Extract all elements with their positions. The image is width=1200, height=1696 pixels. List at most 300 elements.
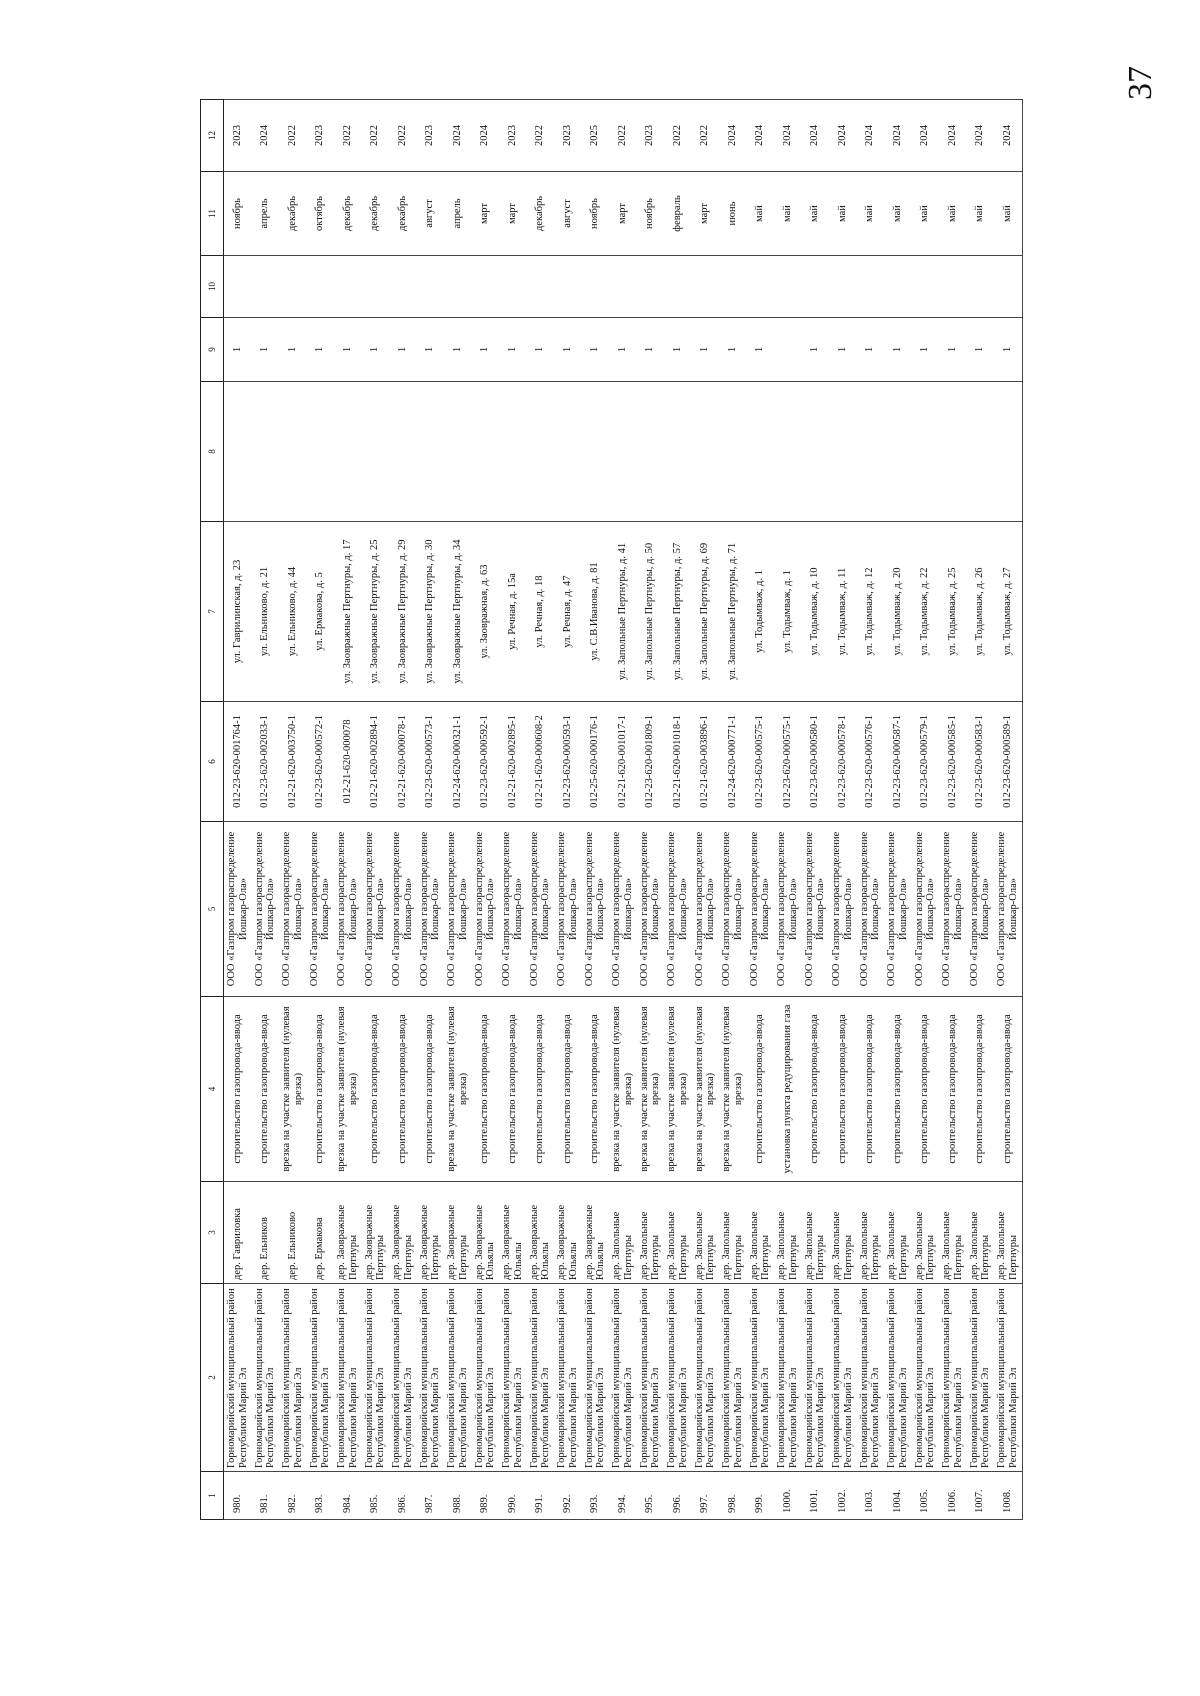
company-cell: ООО «Газпром газораспределение Йошкар-Ола» <box>637 822 665 997</box>
count-cell: 1 <box>252 318 280 382</box>
company-cell: ООО «Газпром газораспределение Йошкар-Ола» <box>389 822 417 997</box>
table-row <box>857 100 885 1520</box>
year-cell: 2024 <box>967 100 995 172</box>
year-cell: 2024 <box>884 100 912 172</box>
col8-cell <box>664 382 692 522</box>
row-number: 989. <box>472 1472 500 1520</box>
col10-cell <box>499 256 527 318</box>
row-number: 1001. <box>802 1472 830 1520</box>
col10-cell <box>774 256 802 318</box>
code-cell: 012-21-620-002894-1 <box>362 702 390 822</box>
col10-cell <box>857 256 885 318</box>
col10-cell <box>307 256 335 318</box>
village-cell: дер. Запольные Пертнуры <box>692 1182 720 1284</box>
work-type-cell: строительство газопровода-ввода <box>224 997 252 1182</box>
table-row <box>994 100 1022 1520</box>
code-cell: 012-21-620-000608-2 <box>527 702 555 822</box>
table-row <box>417 100 445 1520</box>
code-cell: 012-21-620-001018-1 <box>664 702 692 822</box>
work-type-cell: строительство газопровода-ввода <box>747 997 775 1182</box>
village-cell: дер. Запольные Пертнуры <box>884 1182 912 1284</box>
code-cell: 012-21-620-001017-1 <box>609 702 637 822</box>
work-type-cell: строительство газопровода-ввода <box>472 997 500 1182</box>
col8-cell <box>554 382 582 522</box>
company-cell: ООО «Газпром газораспределение Йошкар-Ола» <box>334 822 362 997</box>
row-number: 986. <box>389 1472 417 1520</box>
work-type-cell: строительство газопровода-ввода <box>582 997 610 1182</box>
district-cell: Горномарийский муниципальный район Республики Марий Эл <box>884 1284 912 1472</box>
year-cell: 2022 <box>609 100 637 172</box>
col10-cell <box>527 256 555 318</box>
col8-cell <box>939 382 967 522</box>
village-cell: дер. Запольные Пертнуры <box>829 1182 857 1284</box>
year-cell: 2024 <box>802 100 830 172</box>
address-cell: ул. Тодымваж, д. 20 <box>884 522 912 702</box>
code-cell: 012-21-620-002895-1 <box>499 702 527 822</box>
village-cell: дер. Запольные Пертнуры <box>994 1182 1022 1284</box>
district-cell: Горномарийский муниципальный район Республики Марий Эл <box>307 1284 335 1472</box>
year-cell: 2025 <box>582 100 610 172</box>
row-number: 1003. <box>857 1472 885 1520</box>
col10-cell <box>417 256 445 318</box>
code-cell: 012-23-620-001764-1 <box>224 702 252 822</box>
row-number: 994. <box>609 1472 637 1520</box>
column-header-3: 3 <box>201 1182 224 1284</box>
district-cell: Горномарийский муниципальный район Республики Марий Эл <box>609 1284 637 1472</box>
count-cell: 1 <box>307 318 335 382</box>
table-row <box>334 100 362 1520</box>
col10-cell <box>967 256 995 318</box>
col10-cell <box>912 256 940 318</box>
row-number: 993. <box>582 1472 610 1520</box>
row-number: 997. <box>692 1472 720 1520</box>
count-cell: 1 <box>279 318 307 382</box>
address-cell: ул. Тодымваж, д. 26 <box>967 522 995 702</box>
row-number: 984. <box>334 1472 362 1520</box>
row-number: 1007. <box>967 1472 995 1520</box>
table-row <box>802 100 830 1520</box>
village-cell: дер. Заовражные Пертнуры <box>389 1182 417 1284</box>
count-cell <box>774 318 802 382</box>
work-type-cell: строительство газопровода-ввода <box>252 997 280 1182</box>
address-cell: ул. Тодымваж, д. 1 <box>774 522 802 702</box>
year-cell: 2024 <box>939 100 967 172</box>
col10-cell <box>334 256 362 318</box>
month-cell: декабрь <box>279 172 307 256</box>
col8-cell <box>307 382 335 522</box>
work-type-cell: строительство газопровода-ввода <box>527 997 555 1182</box>
row-number: 998. <box>719 1472 747 1520</box>
year-cell: 2024 <box>912 100 940 172</box>
address-cell: ул. Ермакова, д. 5 <box>307 522 335 702</box>
district-cell: Горномарийский муниципальный район Республики Марий Эл <box>664 1284 692 1472</box>
year-cell: 2024 <box>747 100 775 172</box>
col10-cell <box>829 256 857 318</box>
col8-cell <box>802 382 830 522</box>
gasification-schedule-table <box>200 99 1023 1520</box>
column-header-12: 12 <box>201 100 224 172</box>
address-cell: ул. Запольные Пертнуры, д. 41 <box>609 522 637 702</box>
code-cell: 012-21-620-003896-1 <box>692 702 720 822</box>
row-number: 985. <box>362 1472 390 1520</box>
company-cell: ООО «Газпром газораспределение Йошкар-Ола» <box>719 822 747 997</box>
column-header-7: 7 <box>201 522 224 702</box>
month-cell: апрель <box>252 172 280 256</box>
work-type-cell: врезка на участке заявителя (нулевая врезка) <box>609 997 637 1182</box>
code-cell: 012-24-620-000321-1 <box>444 702 472 822</box>
count-cell: 1 <box>554 318 582 382</box>
code-cell: 012-23-620-000572-1 <box>307 702 335 822</box>
district-cell: Горномарийский муниципальный район Республики Марий Эл <box>692 1284 720 1472</box>
year-cell: 2022 <box>389 100 417 172</box>
village-cell: дер. Запольные Пертнуры <box>664 1182 692 1284</box>
code-cell: 012-23-620-001809-1 <box>637 702 665 822</box>
code-cell: 012-21-620-000078 <box>334 702 362 822</box>
count-cell: 1 <box>747 318 775 382</box>
district-cell: Горномарийский муниципальный район Республики Марий Эл <box>747 1284 775 1472</box>
address-cell: ул. С.В.Иванова, д. 81 <box>582 522 610 702</box>
count-cell: 1 <box>499 318 527 382</box>
address-cell: ул. Речная, д. 47 <box>554 522 582 702</box>
code-cell: 012-23-620-000575-1 <box>747 702 775 822</box>
company-cell: ООО «Газпром газораспределение Йошкар-Ола» <box>224 822 252 997</box>
district-cell: Горномарийский муниципальный район Республики Марий Эл <box>967 1284 995 1472</box>
year-cell: 2022 <box>362 100 390 172</box>
col10-cell <box>747 256 775 318</box>
month-cell: май <box>802 172 830 256</box>
month-cell: ноябрь <box>582 172 610 256</box>
year-cell: 2024 <box>472 100 500 172</box>
address-cell: ул. Заовражные Пертнуры, д. 29 <box>389 522 417 702</box>
table-header-row <box>201 100 224 1520</box>
row-number: 991. <box>527 1472 555 1520</box>
count-cell: 1 <box>692 318 720 382</box>
district-cell: Горномарийский муниципальный район Республики Марий Эл <box>472 1284 500 1472</box>
col8-cell <box>637 382 665 522</box>
village-cell: дер. Запольные Пертнуры <box>609 1182 637 1284</box>
company-cell: ООО «Газпром газораспределение Йошкар-Ола» <box>554 822 582 997</box>
col8-cell <box>747 382 775 522</box>
table-row <box>774 100 802 1520</box>
address-cell: ул. Ельниково, д. 44 <box>279 522 307 702</box>
village-cell: дер. Запольные Пертнуры <box>774 1182 802 1284</box>
column-header-1: 1 <box>201 1472 224 1520</box>
company-cell: ООО «Газпром газораспределение Йошкар-Ола» <box>362 822 390 997</box>
village-cell: дер. Запольные Пертнуры <box>637 1182 665 1284</box>
code-cell: 012-23-620-000589-1 <box>994 702 1022 822</box>
company-cell: ООО «Газпром газораспределение Йошкар-Ола» <box>967 822 995 997</box>
col10-cell <box>692 256 720 318</box>
col8-cell <box>967 382 995 522</box>
row-number: 999. <box>747 1472 775 1520</box>
col10-cell <box>664 256 692 318</box>
table-row <box>279 100 307 1520</box>
col8-cell <box>252 382 280 522</box>
row-number: 992. <box>554 1472 582 1520</box>
month-cell: октябрь <box>307 172 335 256</box>
work-type-cell: врезка на участке заявителя (нулевая врезка) <box>719 997 747 1182</box>
code-cell: 012-23-620-000573-1 <box>417 702 445 822</box>
col10-cell <box>637 256 665 318</box>
address-cell: ул. Ельниково, д. 21 <box>252 522 280 702</box>
count-cell: 1 <box>829 318 857 382</box>
district-cell: Горномарийский муниципальный район Республики Марий Эл <box>912 1284 940 1472</box>
col10-cell <box>582 256 610 318</box>
village-cell: дер. Ельников <box>252 1182 280 1284</box>
company-cell: ООО «Газпром газораспределение Йошкар-Ола» <box>582 822 610 997</box>
table-row <box>747 100 775 1520</box>
month-cell: февраль <box>664 172 692 256</box>
address-cell: ул. Запольные Пертнуры, д. 50 <box>637 522 665 702</box>
code-cell: 012-23-620-000587-1 <box>884 702 912 822</box>
table-row <box>224 100 252 1520</box>
row-number: 1004. <box>884 1472 912 1520</box>
month-cell: май <box>912 172 940 256</box>
address-cell: ул. Запольные Пертнуры, д. 57 <box>664 522 692 702</box>
district-cell: Горномарийский муниципальный район Республики Марий Эл <box>334 1284 362 1472</box>
district-cell: Горномарийский муниципальный район Республики Марий Эл <box>857 1284 885 1472</box>
district-cell: Горномарийский муниципальный район Республики Марий Эл <box>994 1284 1022 1472</box>
col8-cell <box>417 382 445 522</box>
row-number: 1002. <box>829 1472 857 1520</box>
village-cell: дер. Заовражные Пертнуры <box>417 1182 445 1284</box>
col10-cell <box>554 256 582 318</box>
work-type-cell: врезка на участке заявителя (нулевая врезка) <box>334 997 362 1182</box>
col10-cell <box>939 256 967 318</box>
column-header-6: 6 <box>201 702 224 822</box>
col8-cell <box>719 382 747 522</box>
district-cell: Горномарийский муниципальный район Республики Марий Эл <box>554 1284 582 1472</box>
col8-cell <box>389 382 417 522</box>
company-cell: ООО «Газпром газораспределение Йошкар-Ола» <box>857 822 885 997</box>
district-cell: Горномарийский муниципальный район Республики Марий Эл <box>444 1284 472 1472</box>
year-cell: 2023 <box>224 100 252 172</box>
table-row <box>472 100 500 1520</box>
company-cell: ООО «Газпром газораспределение Йошкар-Ола» <box>829 822 857 997</box>
address-cell: ул. Заовражные Пертнуры, д. 17 <box>334 522 362 702</box>
village-cell: дер. Заовражные Юльялы <box>472 1182 500 1284</box>
code-cell: 012-21-620-003750-1 <box>279 702 307 822</box>
col8-cell <box>829 382 857 522</box>
table-row <box>307 100 335 1520</box>
village-cell: дер. Запольные Пертнуры <box>802 1182 830 1284</box>
company-cell: ООО «Газпром газораспределение Йошкар-Ола» <box>609 822 637 997</box>
code-cell: 012-23-620-000580-1 <box>802 702 830 822</box>
month-cell: май <box>967 172 995 256</box>
year-cell: 2024 <box>719 100 747 172</box>
year-cell: 2023 <box>417 100 445 172</box>
col8-cell <box>774 382 802 522</box>
col8-cell <box>444 382 472 522</box>
table-row <box>554 100 582 1520</box>
address-cell: ул. Заовражные Пертнуры, д. 25 <box>362 522 390 702</box>
company-cell: ООО «Газпром газораспределение Йошкар-Ола» <box>994 822 1022 997</box>
row-number: 1008. <box>994 1472 1022 1520</box>
column-header-5: 5 <box>201 822 224 997</box>
village-cell: дер. Ермакова <box>307 1182 335 1284</box>
page-number: 37 <box>1122 66 1159 100</box>
row-number: 990. <box>499 1472 527 1520</box>
month-cell: август <box>417 172 445 256</box>
row-number: 980. <box>224 1472 252 1520</box>
col10-cell <box>994 256 1022 318</box>
village-cell: дер. Запольные Пертнуры <box>719 1182 747 1284</box>
table-row <box>692 100 720 1520</box>
district-cell: Горномарийский муниципальный район Республики Марий Эл <box>279 1284 307 1472</box>
month-cell: июнь <box>719 172 747 256</box>
company-cell: ООО «Газпром газораспределение Йошкар-Ола» <box>307 822 335 997</box>
count-cell: 1 <box>444 318 472 382</box>
company-cell: ООО «Газпром газораспределение Йошкар-Ола» <box>747 822 775 997</box>
col10-cell <box>444 256 472 318</box>
company-cell: ООО «Газпром газораспределение Йошкар-Ола» <box>692 822 720 997</box>
month-cell: ноябрь <box>637 172 665 256</box>
column-header-11: 11 <box>201 172 224 256</box>
village-cell: дер. Заовражные Юльялы <box>582 1182 610 1284</box>
village-cell: дер. Запольные Пертнуры <box>912 1182 940 1284</box>
district-cell: Горномарийский муниципальный район Республики Марий Эл <box>939 1284 967 1472</box>
district-cell: Горномарийский муниципальный район Республики Марий Эл <box>802 1284 830 1472</box>
month-cell: май <box>774 172 802 256</box>
village-cell: дер. Заовражные Юльялы <box>527 1182 555 1284</box>
col10-cell <box>279 256 307 318</box>
column-header-8: 8 <box>201 382 224 522</box>
count-cell: 1 <box>472 318 500 382</box>
district-cell: Горномарийский муниципальный район Республики Марий Эл <box>252 1284 280 1472</box>
table-row <box>444 100 472 1520</box>
col8-cell <box>857 382 885 522</box>
month-cell: март <box>499 172 527 256</box>
count-cell: 1 <box>637 318 665 382</box>
district-cell: Горномарийский муниципальный район Республики Марий Эл <box>774 1284 802 1472</box>
year-cell: 2024 <box>994 100 1022 172</box>
work-type-cell: строительство газопровода-ввода <box>307 997 335 1182</box>
col10-cell <box>389 256 417 318</box>
work-type-cell: строительство газопровода-ввода <box>829 997 857 1182</box>
company-cell: ООО «Газпром газораспределение Йошкар-Ола» <box>802 822 830 997</box>
work-type-cell: строительство газопровода-ввода <box>994 997 1022 1182</box>
work-type-cell: врезка на участке заявителя (нулевая врезка) <box>692 997 720 1182</box>
code-cell: 012-25-620-000176-1 <box>582 702 610 822</box>
company-cell: ООО «Газпром газораспределение Йошкар-Ола» <box>417 822 445 997</box>
row-number: 981. <box>252 1472 280 1520</box>
work-type-cell: строительство газопровода-ввода <box>939 997 967 1182</box>
count-cell: 1 <box>967 318 995 382</box>
district-cell: Горномарийский муниципальный район Республики Марий Эл <box>362 1284 390 1472</box>
month-cell: декабрь <box>527 172 555 256</box>
month-cell: май <box>994 172 1022 256</box>
work-type-cell: врезка на участке заявителя (нулевая врезка) <box>444 997 472 1182</box>
village-cell: дер. Заовражные Юльялы <box>499 1182 527 1284</box>
count-cell: 1 <box>609 318 637 382</box>
district-cell: Горномарийский муниципальный район Республики Марий Эл <box>637 1284 665 1472</box>
work-type-cell: строительство газопровода-ввода <box>417 997 445 1182</box>
col8-cell <box>499 382 527 522</box>
work-type-cell: строительство газопровода-ввода <box>912 997 940 1182</box>
district-cell: Горномарийский муниципальный район Республики Марий Эл <box>499 1284 527 1472</box>
table-row <box>939 100 967 1520</box>
col8-cell <box>362 382 390 522</box>
village-cell: дер. Заовражные Пертнуры <box>334 1182 362 1284</box>
district-cell: Горномарийский муниципальный район Республики Марий Эл <box>582 1284 610 1472</box>
col8-cell <box>334 382 362 522</box>
table-row <box>389 100 417 1520</box>
year-cell: 2022 <box>279 100 307 172</box>
col10-cell <box>884 256 912 318</box>
month-cell: декабрь <box>389 172 417 256</box>
count-cell: 1 <box>912 318 940 382</box>
count-cell: 1 <box>884 318 912 382</box>
count-cell: 1 <box>664 318 692 382</box>
col10-cell <box>252 256 280 318</box>
month-cell: март <box>692 172 720 256</box>
table-row <box>829 100 857 1520</box>
village-cell: дер. Запольные Пертнуры <box>939 1182 967 1284</box>
table-row <box>362 100 390 1520</box>
count-cell: 1 <box>939 318 967 382</box>
count-cell: 1 <box>582 318 610 382</box>
row-number: 987. <box>417 1472 445 1520</box>
col8-cell <box>994 382 1022 522</box>
month-cell: август <box>554 172 582 256</box>
count-cell: 1 <box>389 318 417 382</box>
row-number: 982. <box>279 1472 307 1520</box>
address-cell: ул. Тодымваж, д. 11 <box>829 522 857 702</box>
code-cell: 012-23-620-000592-1 <box>472 702 500 822</box>
company-cell: ООО «Газпром газораспределение Йошкар-Ола» <box>252 822 280 997</box>
code-cell: 012-23-620-000593-1 <box>554 702 582 822</box>
col8-cell <box>609 382 637 522</box>
work-type-cell: строительство газопровода-ввода <box>362 997 390 1182</box>
year-cell: 2022 <box>692 100 720 172</box>
month-cell: май <box>747 172 775 256</box>
address-cell: ул. Речная, д. 18 <box>527 522 555 702</box>
work-type-cell: строительство газопровода-ввода <box>967 997 995 1182</box>
count-cell: 1 <box>362 318 390 382</box>
row-number: 1005. <box>912 1472 940 1520</box>
col10-cell <box>802 256 830 318</box>
month-cell: апрель <box>444 172 472 256</box>
count-cell: 1 <box>719 318 747 382</box>
table-row <box>609 100 637 1520</box>
month-cell: март <box>609 172 637 256</box>
count-cell: 1 <box>417 318 445 382</box>
address-cell: ул. Тодымваж, д. 27 <box>994 522 1022 702</box>
month-cell: май <box>884 172 912 256</box>
count-cell: 1 <box>857 318 885 382</box>
code-cell: 012-23-620-000575-1 <box>774 702 802 822</box>
year-cell: 2022 <box>334 100 362 172</box>
code-cell: 012-23-620-002033-1 <box>252 702 280 822</box>
company-cell: ООО «Газпром газораспределение Йошкар-Ола» <box>279 822 307 997</box>
column-header-2: 2 <box>201 1284 224 1472</box>
address-cell: ул. Заовражные Пертнуры, д. 30 <box>417 522 445 702</box>
village-cell: дер. Запольные Пертнуры <box>967 1182 995 1284</box>
code-cell: 012-23-620-000578-1 <box>829 702 857 822</box>
code-cell: 012-23-620-000583-1 <box>967 702 995 822</box>
address-cell: ул. Тодымваж, д. 25 <box>939 522 967 702</box>
col8-cell <box>527 382 555 522</box>
company-cell: ООО «Газпром газораспределение Йошкар-Ола» <box>939 822 967 997</box>
address-cell: ул. Тодымваж, д. 10 <box>802 522 830 702</box>
address-cell: ул. Тодымваж, д. 1 <box>747 522 775 702</box>
count-cell: 1 <box>802 318 830 382</box>
work-type-cell: строительство газопровода-ввода <box>499 997 527 1182</box>
code-cell: 012-21-620-000078-1 <box>389 702 417 822</box>
code-cell: 012-23-620-000579-1 <box>912 702 940 822</box>
village-cell: дер. Запольные Пертнуры <box>747 1182 775 1284</box>
company-cell: ООО «Газпром газораспределение Йошкар-Ола» <box>444 822 472 997</box>
